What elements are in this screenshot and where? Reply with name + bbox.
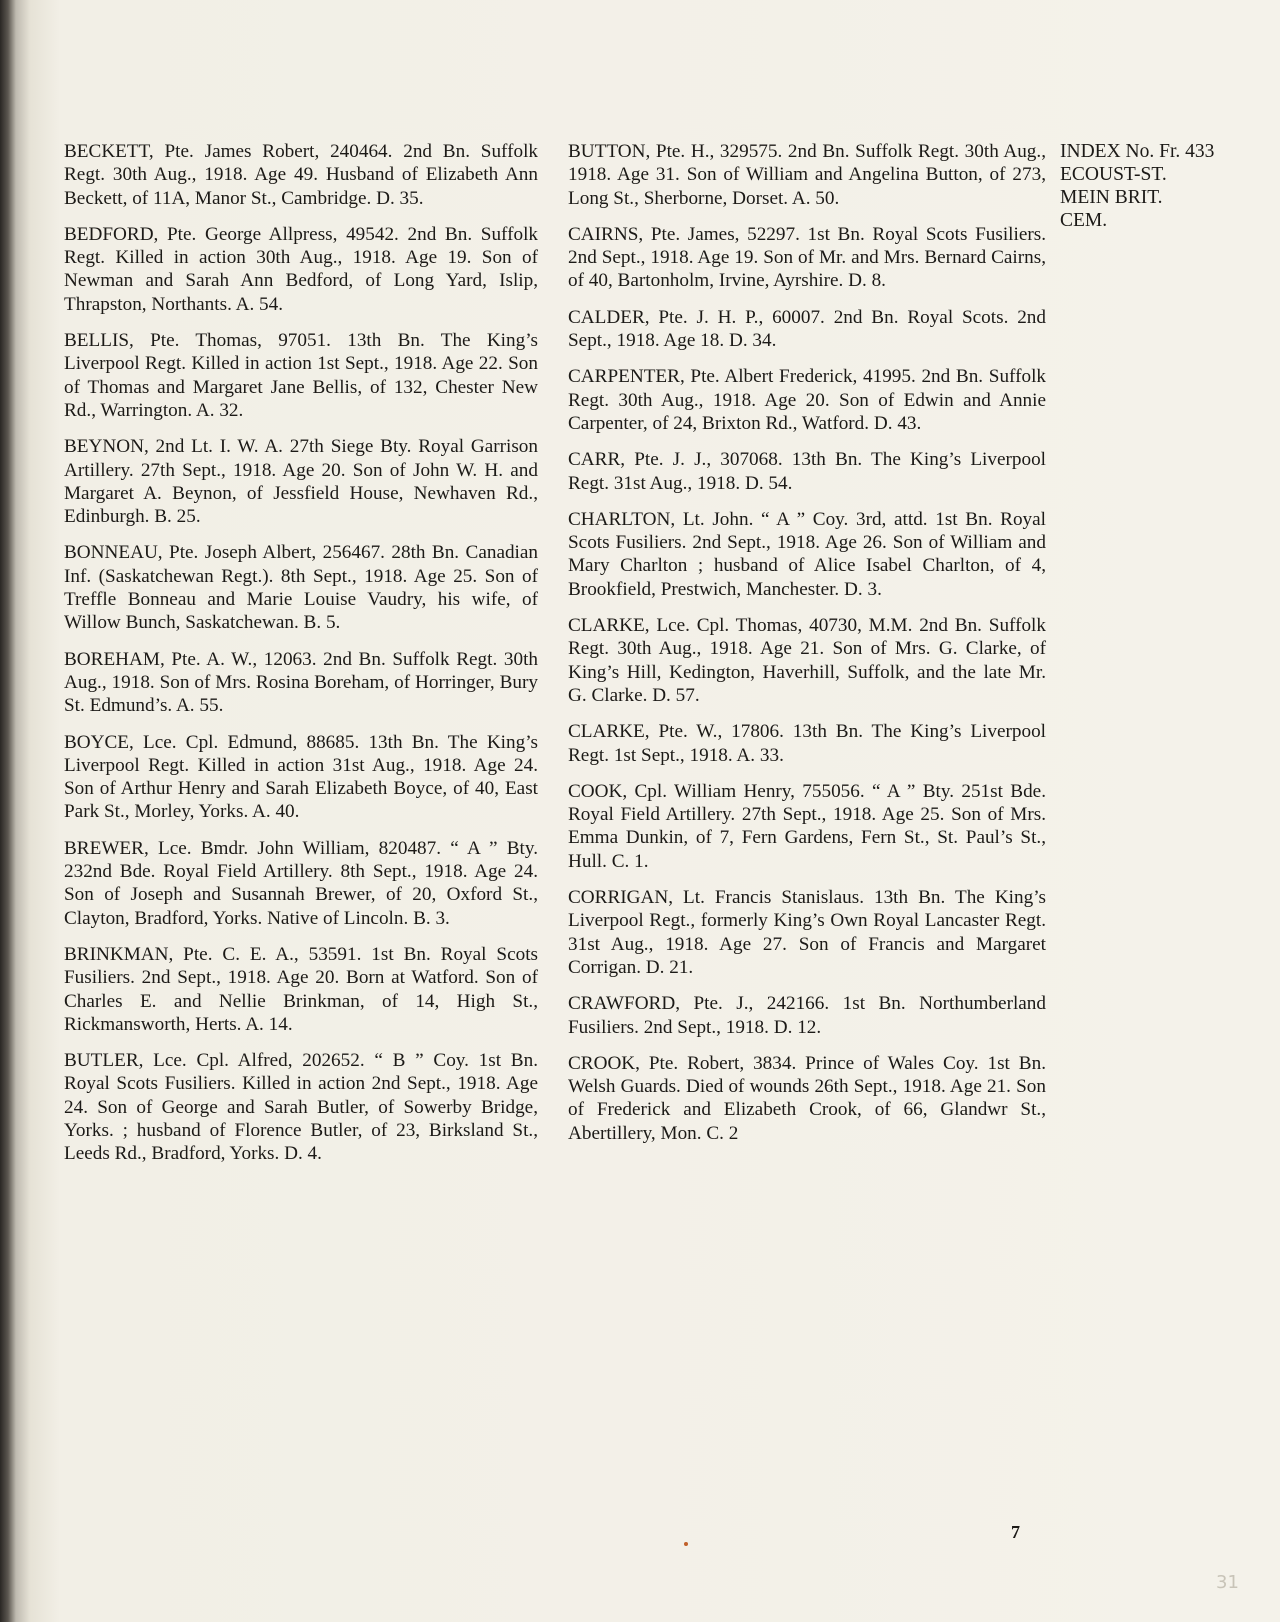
ink-mark bbox=[684, 1542, 688, 1546]
middle-column bbox=[568, 140, 1046, 1158]
list-item: BOYCE, Lce. Cpl. Edmund, 88685. 13th Bn. The King’s Liverpool Regt. Killed in action 31st Aug., 1918. Age 24. Son of Arthur Henry and Sarah Elizabeth Boyce, of 40, East Park St., Morley, Yorks. A. 40. bbox=[64, 731, 538, 823]
list-item: CORRIGAN, Lt. Francis Stanislaus. 13th Bn. The King’s Liverpool Regt., formerly King’s Own Royal Lancaster Regt. 31st Aug., 1918. Age 27. Son of Francis and Margaret Corrigan. D. 21. bbox=[568, 887, 1046, 978]
list-item: BREWER, Lce. Bmdr. John William, 820487. “ A ” Bty. 232nd Bde. Royal Field Artillery. 8th Sept., 1918. Age 24. Son of Joseph and Susannah Brewer, of 20, Oxford St., Clayton, Bradford, Yorks. Native of Lincoln. B. 3. bbox=[64, 837, 538, 929]
list-item: CAIRNS, Pte. James, 52297. 1st Bn. Royal Scots Fusiliers. 2nd Sept., 1918. Age 19. Son of Mr. and Mrs. Bernard Cairns, of 40, Bartonholm, Irvine, Ayrshire. D. 8. bbox=[568, 223, 1046, 292]
list-item: COOK, Cpl. William Henry, 755056. “ A ” Bty. 251st Bde. Royal Field Artillery. 27th Sept., 1918. Age 25. Son of Mrs. Emma Dunkin, of 7, Fern Gardens, Fern St., St. Paul’s St., Hull. C. 1. bbox=[568, 780, 1046, 872]
index-block bbox=[1060, 140, 1270, 232]
left-column bbox=[64, 140, 538, 1179]
list-item: CALDER, Pte. J. H. P., 60007. 2nd Bn. Royal Scots. 2nd Sept., 1918. Age 18. D. 34. bbox=[568, 306, 1046, 352]
list-item: BUTTON, Pte. H., 329575. 2nd Bn. Suffolk Regt. 30th Aug., 1918. Age 31. Son of William and Angelina Button, of 273, Long St., Sherborne, Dorset. A. 50. bbox=[568, 141, 1046, 209]
list-item: BONNEAU, Pte. Joseph Albert, 256467. 28th Bn. Canadian Inf. (Saskatchewan Regt.). 8th Sept., 1918. Age 25. Son of Treffle Bonneau and Marie Louise Vaudry, his wife, of Willow Bunch, Saskatchewan. B. 5. bbox=[64, 542, 538, 634]
list-item: BEYNON, 2nd Lt. I. W. A. 27th Siege Bty. Royal Garrison Artillery. 27th Sept., 1918. Age 20. Son of John W. H. and Margaret A. Beynon, of Jessfield House, Newhaven Rd., Edinburgh. B. 25. bbox=[64, 436, 538, 528]
list-item: CLARKE, Lce. Cpl. Thomas, 40730, M.M. 2nd Bn. Suffolk Regt. 30th Aug., 1918. Age 21. Son of Mrs. G. Clarke, of King’s Hill, Kedington, Haverhill, Suffolk, and the late Mr. G. Clarke. D. 57. bbox=[568, 615, 1046, 706]
pencil-annotation: 31 bbox=[1216, 1572, 1239, 1593]
list-item: BRINKMAN, Pte. C. E. A., 53591. 1st Bn. Royal Scots Fusiliers. 2nd Sept., 1918. Age 20. Born at Watford. Son of Charles E. and Nellie Brinkman, of 14, High St., Rickmansworth, Herts. A. 14. bbox=[64, 943, 538, 1035]
cemetery-name-line: MEIN BRIT. bbox=[1060, 187, 1163, 208]
list-item: CARR, Pte. J. J., 307068. 13th Bn. The King’s Liverpool Regt. 31st Aug., 1918. D. 54. bbox=[568, 449, 1046, 494]
cemetery-name-line: ECOUST-ST. bbox=[1060, 164, 1167, 185]
list-item: CARPENTER, Pte. Albert Frederick, 41995. 2nd Bn. Suffolk Regt. 30th Aug., 1918. Age 20. Son of Edwin and Annie Carpenter, of 24, Brixton Rd., Watford. D. 43. bbox=[568, 366, 1046, 434]
index-number: INDEX No. Fr. 433 bbox=[1060, 141, 1215, 162]
list-item: CROOK, Pte. Robert, 3834. Prince of Wales Coy. 1st Bn. Welsh Guards. Died of wounds 26th Sept., 1918. Age 21. Son of Frederick and Elizabeth Crook, of 66, Glandwr St., Abertillery, Mon. C. 2 bbox=[568, 1052, 1046, 1144]
list-item: BEDFORD, Pte. George Allpress, 49542. 2nd Bn. Suffolk Regt. Killed in action 30th Aug., 1918. Age 19. Son of Newman and Sarah Ann Bedford, of Long Yard, Islip, Thrapston, Northants. A. 54. bbox=[64, 223, 538, 315]
list-item: BECKETT, Pte. James Robert, 240464. 2nd Bn. Suffolk Regt. 30th Aug., 1918. Age 49. Husband of Elizabeth Ann Beckett, of 11A, Manor St., Cambridge. D. 35. bbox=[64, 141, 538, 209]
list-item: CRAWFORD, Pte. J., 242166. 1st Bn. Northumberland Fusiliers. 2nd Sept., 1918. D. 12. bbox=[568, 993, 1046, 1038]
list-item: CLARKE, Pte. W., 17806. 13th Bn. The King’s Liverpool Regt. 1st Sept., 1918. A. 33. bbox=[568, 721, 1046, 766]
list-item: BOREHAM, Pte. A. W., 12063. 2nd Bn. Suffolk Regt. 30th Aug., 1918. Son of Mrs. Rosina Boreham, of Horringer, Bury St. Edmund’s. A. 55. bbox=[64, 648, 538, 717]
list-item: CHARLTON, Lt. John. “ A ” Coy. 3rd, attd. 1st Bn. Royal Scots Fusiliers. 2nd Sept., 1918. Age 26. Son of William and Mary Charlton ; husband of Alice Isabel Charlton, of 4, Brookfield, Prestwich, Manchester. D. 3. bbox=[568, 508, 1046, 600]
page-number: 7 bbox=[1011, 1522, 1020, 1542]
cemetery-name-line: CEM. bbox=[1060, 210, 1108, 231]
list-item: BUTLER, Lce. Cpl. Alfred, 202652. “ B ” Coy. 1st Bn. Royal Scots Fusiliers. Killed in action 2nd Sept., 1918. Age 24. Son of George and Sarah Butler, of Sowerby Bridge, Yorks. ; husband of Florence Butler, of 23, Birksland St., Leeds Rd., Bradford, Yorks. D. 4. bbox=[64, 1050, 538, 1165]
list-item: BELLIS, Pte. Thomas, 97051. 13th Bn. The King’s Liverpool Regt. Killed in action 1st Sept., 1918. Age 22. Son of Thomas and Margaret Jane Bellis, of 132, Chester New Rd., Warrington. A. 32. bbox=[64, 330, 538, 421]
